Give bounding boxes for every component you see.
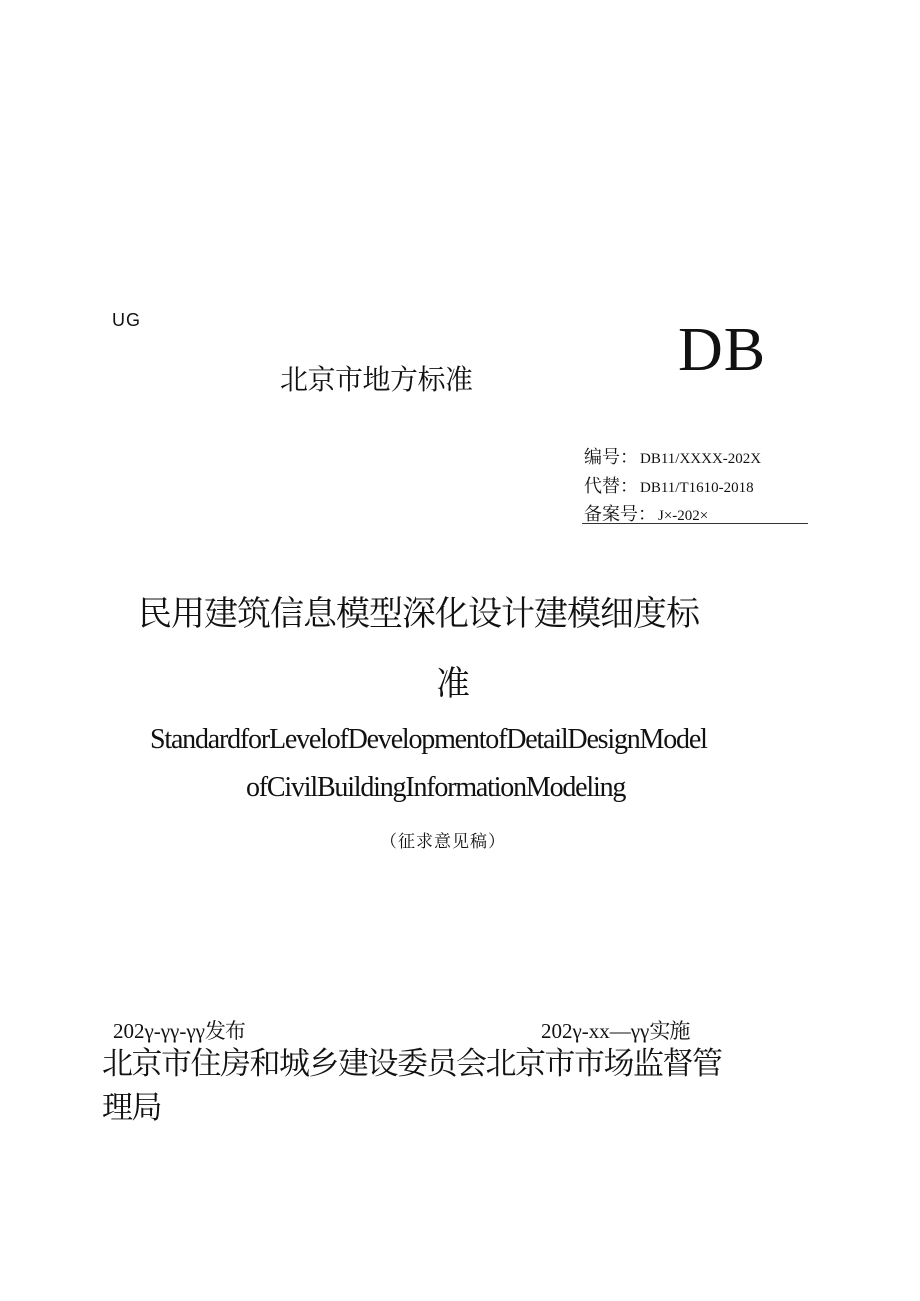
issue-label: 发布 (204, 1019, 245, 1043)
issuing-authorities-line2: 理局 (102, 1090, 161, 1126)
effective-label: 实施 (649, 1019, 690, 1043)
standard-type: 北京市地方标准 (280, 363, 473, 396)
title-en-line2: ofCivilBuildingInformationModeling (246, 772, 626, 803)
title-en-line1: StandardforLevelofDevelopmentofDetailDesignModel (150, 724, 707, 755)
replaces-value: DB11/T1610-2018 (640, 480, 754, 496)
issuing-authorities-line1: 北京市住房和城乡建设委员会北京市市场监督管 (102, 1046, 722, 1082)
title-cn-line2: 准 (436, 664, 469, 704)
standard-number (584, 443, 761, 469)
classification-code: UG (112, 310, 141, 330)
replaces-number (584, 472, 754, 498)
issue-date: 202γ-γγ-γγ (113, 1019, 205, 1043)
replaces-label: 代替： (584, 476, 638, 497)
effective-date-line (541, 1015, 689, 1045)
issue-date-line (113, 1015, 245, 1045)
meta-divider (582, 523, 808, 524)
title-cn-line1: 民用建筑信息模型深化设计建模细度标 (138, 594, 699, 634)
db-logo-mark: DB (678, 316, 767, 384)
filing-label: 备案号： (584, 504, 656, 525)
standard-number-value: DB11/XXXX-202X (640, 451, 762, 467)
effective-date: 202γ-xx—γγ (541, 1019, 650, 1043)
standard-number-label: 编号： (584, 447, 638, 468)
filing-value: J×-202× (658, 508, 709, 524)
draft-note: （征求意见稿） (380, 832, 506, 852)
